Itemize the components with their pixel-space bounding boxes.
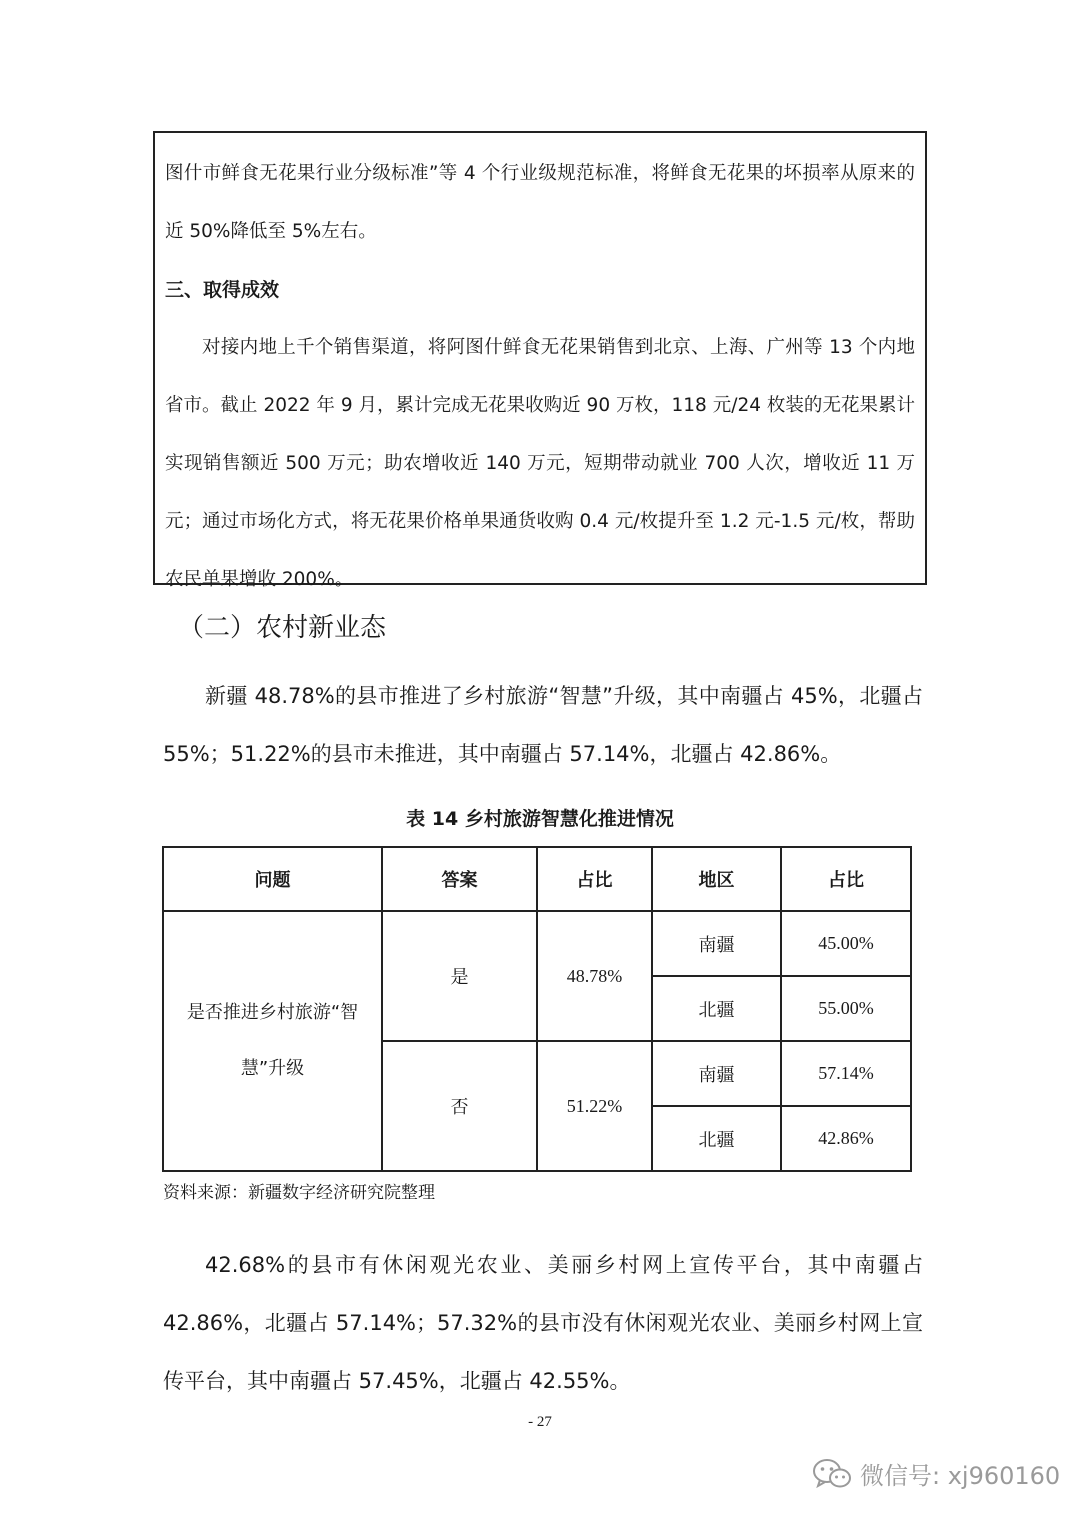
wechat-watermark bbox=[812, 1456, 1060, 1491]
answer-share-cell: 48.78% bbox=[537, 911, 652, 1041]
case-heading-results: 三、取得成效 bbox=[165, 279, 280, 301]
section-paragraph-2: 42.68%的县市有休闲观光农业、美丽乡村网上宣传平台，其中南疆占 42.86%，北疆占 57.14%；57.32%的县市没有休闲观光农业、美丽乡村网上宣传平台，其中南疆占 57.45%，北疆占 42.55%。 bbox=[163, 1253, 923, 1393]
table-header-row bbox=[163, 847, 911, 911]
header-cell: 问题 bbox=[163, 847, 382, 911]
case-paragraph-results: 对接内地上千个销售渠道，将阿图什鲜食无花果销售到北京、上海、广州等 13 个内地省市。截止 2022 年 9 月，累计完成无花果收购近 90 万枚，118 元/24 枚装的无花果累计实现销售额近 500 万元；助农增收近 140 万元，短期带动就业 700 人次，增收近 11 万元；通过市场化方式，将无花果价格单果通货收购 0.4 元/枚提升至 1.2 元-1.5 元/枚，帮助农民单果增收 200%。 bbox=[165, 337, 915, 590]
section-paragraph-1: 新疆 48.78%的县市推进了乡村旅游“智慧”升级，其中南疆占 45%，北疆占 55%；51.22%的县市未推进，其中南疆占 57.14%，北疆占 42.86%。 bbox=[163, 684, 923, 766]
case-paragraph-continued: 图什市鲜食无花果行业分级标准”等 4 个行业级规范标准，将鲜食无花果的坏损率从原来的近 50%降低至 5%左右。 bbox=[165, 163, 915, 242]
header-cell: 地区 bbox=[652, 847, 781, 911]
table-caption: 表 14 乡村旅游智慧化推进情况 bbox=[406, 808, 674, 830]
watermark-text: 微信号: xj960160 bbox=[860, 1462, 1061, 1490]
header-cell: 答案 bbox=[382, 847, 537, 911]
page-number: - 27 bbox=[528, 1414, 552, 1430]
wechat-icon bbox=[812, 1457, 852, 1491]
section-title: （二）农村新业态 bbox=[178, 613, 387, 643]
answer-cell: 否 bbox=[382, 1041, 537, 1171]
header-cell: 占比 bbox=[781, 847, 911, 911]
case-study-box bbox=[153, 131, 927, 590]
answer-share-cell: 51.22% bbox=[537, 1041, 652, 1171]
question-cell: 是否推进乡村旅游“智慧”升级 bbox=[163, 911, 382, 1171]
table-row bbox=[163, 911, 911, 976]
region-cell: 北疆 bbox=[652, 1106, 781, 1171]
tourism-table bbox=[162, 846, 912, 1172]
region-cell: 南疆 bbox=[652, 911, 781, 976]
region-share-cell: 45.00% bbox=[781, 911, 911, 976]
region-share-cell: 42.86% bbox=[781, 1106, 911, 1171]
answer-cell: 是 bbox=[382, 911, 537, 1041]
header-cell: 占比 bbox=[537, 847, 652, 911]
region-cell: 南疆 bbox=[652, 1041, 781, 1106]
region-cell: 北疆 bbox=[652, 976, 781, 1041]
region-share-cell: 55.00% bbox=[781, 976, 911, 1041]
region-share-cell: 57.14% bbox=[781, 1041, 911, 1106]
table-source-note: 资料来源：新疆数字经济研究院整理 bbox=[163, 1183, 435, 1203]
